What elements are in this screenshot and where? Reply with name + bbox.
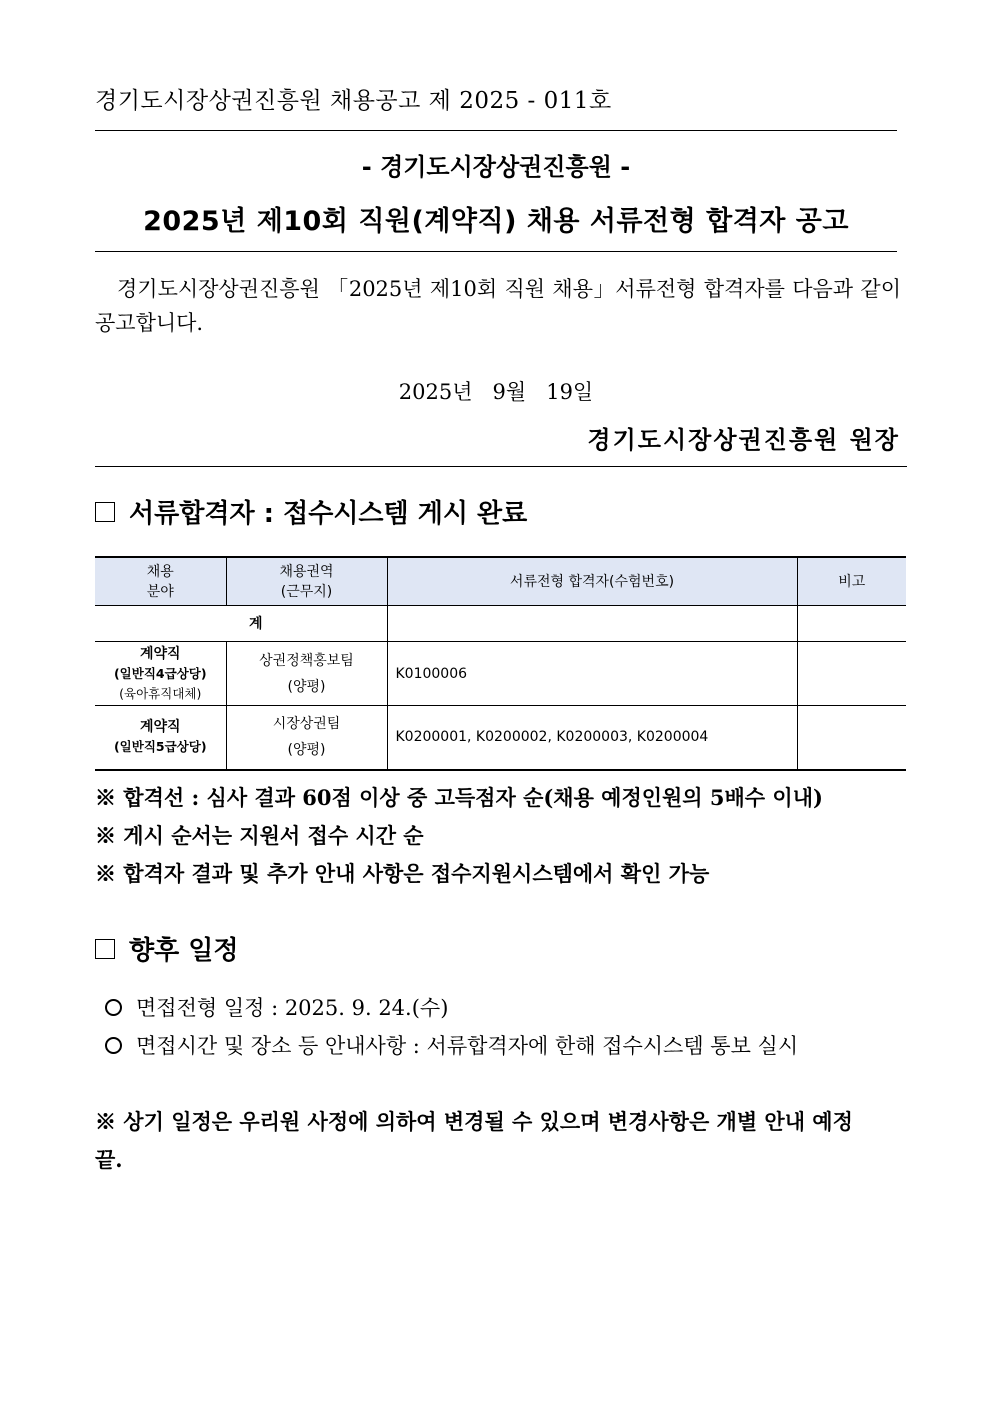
total-passers [387, 606, 797, 642]
org-title: - 경기도시장상권진흥원 - [361, 153, 631, 181]
region-text: 시장상권팀 [272, 716, 341, 733]
table-row [95, 706, 906, 770]
intro-text: 경기도시장상권진흥원 「2025년 제10회 직원 채용」서류전형 합격자를 다음과 같이 공고합니다. [95, 277, 901, 335]
passers-cell: K0100006 [387, 642, 797, 706]
header-region [226, 557, 387, 606]
field-cell [95, 642, 226, 706]
header-text: (근무지) [280, 583, 333, 600]
table-row-total [95, 606, 906, 642]
section-title: 향후 일정 [129, 936, 239, 966]
region-cell [226, 642, 387, 706]
checkbox-square-icon [95, 502, 115, 522]
footer-note: ※ 상기 일정은 우리원 사정에 의하여 변경될 수 있으며 변경사항은 개별 안내 예정 [95, 1109, 853, 1134]
section-heading-schedule [95, 930, 239, 967]
checkbox-square-icon [95, 939, 115, 959]
section-heading-passers [95, 493, 527, 530]
region-text: (양평) [287, 678, 326, 695]
field-text: 계약직 [139, 719, 181, 736]
passers-cell: K0200001, K0200002, K0200003, K0200004 [387, 706, 797, 770]
total-remarks [797, 606, 906, 642]
signer: 경기도시장상권진흥원 원장 [587, 425, 900, 454]
total-label: 계 [95, 606, 387, 642]
notice-number: 경기도시장상권진흥원 채용공고 제 2025 - 011호 [95, 88, 612, 114]
remarks-cell [797, 706, 906, 770]
header-field [95, 557, 226, 606]
circle-bullet-icon [105, 1037, 122, 1054]
field-cell [95, 706, 226, 770]
divider [95, 130, 897, 131]
section-title: 서류합격자 : 접수시스템 게시 완료 [129, 499, 528, 529]
region-text: 상권정책홍보팀 [259, 652, 354, 669]
field-text: 계약직 [139, 645, 181, 662]
divider [95, 466, 907, 467]
region-text: (양평) [287, 742, 326, 759]
field-text: (육아휴직대체) [119, 685, 202, 701]
schedule-item [105, 1030, 798, 1060]
note-cutoff: ※ 합격선 : 심사 결과 60점 이상 중 고득점자 순(채용 예정인원의 5배수 이내) [95, 785, 823, 810]
issue-date: 2025년 9월 19일 [398, 380, 594, 404]
page-title: 2025년 제10회 직원(계약직) 채용 서류전형 합격자 공고 [143, 206, 849, 237]
schedule-text: 면접전형 일정 : 2025. 9. 24.(수) [136, 996, 449, 1020]
schedule-text: 면접시간 및 장소 등 안내사항 : 서류합격자에 한해 접수시스템 통보 실시 [136, 1034, 799, 1058]
header-remarks: 비고 [797, 557, 906, 606]
divider [95, 251, 897, 252]
header-text: 분야 [146, 583, 174, 600]
region-cell [226, 706, 387, 770]
circle-bullet-icon [105, 999, 122, 1016]
note-order: ※ 게시 순서는 지원서 접수 시간 순 [95, 823, 424, 848]
header-text: 채용권역 [279, 563, 334, 580]
schedule-item [105, 992, 448, 1022]
header-text: 채용 [146, 563, 174, 580]
table-header-row [95, 557, 906, 606]
field-text: (일반직4급상당) [113, 665, 207, 681]
passers-table [95, 556, 906, 771]
table-row [95, 642, 906, 706]
intro-paragraph [95, 272, 901, 340]
field-text: (일반직5급상당) [113, 739, 207, 755]
end-mark: 끝. [95, 1147, 123, 1172]
header-passers: 서류전형 합격자(수험번호) [387, 557, 797, 606]
note-confirm: ※ 합격자 결과 및 추가 안내 사항은 접수지원시스템에서 확인 가능 [95, 861, 710, 886]
remarks-cell [797, 642, 906, 706]
